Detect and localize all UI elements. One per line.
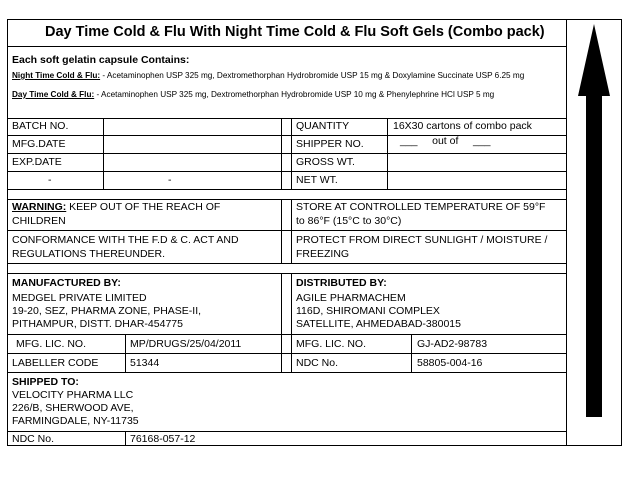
quantity-label: QUANTITY (296, 120, 350, 132)
storage-line1: STORE AT CONTROLLED TEMPERATURE OF 59°F (296, 201, 546, 213)
grid-line (7, 189, 566, 190)
grid-line (291, 118, 292, 189)
shipped-to-heading: SHIPPED TO: (12, 376, 79, 388)
night-time-text: - Acetaminophen USP 325 mg, Dextromethorphan Hydrobromide USP 15 mg & Doxylamine Succinate USP 6.25 mg (102, 71, 525, 80)
shipped-ndc-label: NDC No. (12, 433, 55, 445)
grid-line (125, 334, 126, 372)
shipped-to-name: VELOCITY PHARMA LLC (12, 389, 134, 401)
dist-lic-label: MFG. LIC. NO. (296, 338, 367, 350)
dist-ndc-label: NDC No. (296, 357, 339, 369)
blank-dash: - (168, 174, 172, 186)
shipped-to-address2: FARMINGDALE, NY-11735 (12, 415, 139, 427)
grid-line (281, 273, 282, 372)
grid-line (103, 118, 104, 189)
distributor-address1: 116D, SHIROMANI COMPLEX (296, 305, 440, 317)
manufacturer-name: MEDGEL PRIVATE LIMITED (12, 292, 147, 304)
labeller-code-label: LABELLER CODE (12, 357, 99, 369)
grid-line (7, 230, 566, 231)
shipped-to-address1: 226/B, SHERWOOD AVE, (12, 402, 134, 414)
conformance-line1: CONFORMANCE WITH THE F.D & C. ACT AND (12, 234, 239, 246)
protect-line2: FREEZING (296, 248, 350, 260)
product-title: Day Time Cold & Flu With Night Time Cold & Flu Soft Gels (Combo pack) (45, 24, 545, 40)
grid-line (7, 372, 566, 373)
blank-dash: - (48, 174, 52, 186)
grid-line (291, 199, 292, 263)
grid-line (7, 199, 566, 200)
grid-line (7, 273, 566, 274)
title-divider (7, 46, 566, 47)
gross-wt-label: GROSS WT. (296, 156, 355, 168)
net-wt-label: NET WT. (296, 174, 338, 186)
up-arrow-icon (578, 24, 610, 417)
grid-line (7, 263, 566, 264)
shipper-blank: ___ (473, 135, 491, 147)
distributor-heading: DISTRIBUTED BY: (296, 277, 387, 289)
label-border (7, 19, 622, 446)
warning-line1: KEEP OUT OF THE REACH OF (66, 201, 221, 213)
grid-line (291, 273, 292, 372)
warning-text (12, 201, 220, 214)
quantity-value: 16X30 cartons of combo pack (393, 120, 532, 132)
night-time-ingredients (12, 69, 524, 82)
mfg-lic-value: MP/DRUGS/25/04/2011 (130, 338, 242, 350)
grid-line (411, 334, 412, 372)
up-arrow-shape (578, 24, 610, 417)
grid-line (7, 431, 566, 432)
storage-line2: to 86°F (15°C to 30°C) (296, 215, 402, 227)
manufacturer-address1: 19-20, SEZ, PHARMA ZONE, PHASE-II, (12, 305, 202, 317)
manufacturer-heading: MANUFACTURED BY: (12, 277, 121, 289)
grid-line (125, 431, 126, 446)
warning-label: WARNING: (12, 201, 67, 213)
grid-line (281, 199, 282, 263)
shipped-ndc-value: 76168-057-12 (130, 433, 196, 445)
arrow-column-divider (566, 19, 567, 446)
conformance-line2: REGULATIONS THEREUNDER. (12, 248, 166, 260)
grid-line (387, 118, 388, 189)
dist-ndc-value: 58805-004-16 (417, 357, 483, 369)
day-time-ingredients (12, 88, 494, 101)
night-time-label: Night Time Cold & Flu: (12, 71, 101, 80)
distributor-name: AGILE PHARMACHEM (296, 292, 406, 304)
shipper-no-label: SHIPPER NO. (296, 138, 364, 150)
exp-date-label: EXP.DATE (12, 156, 62, 168)
dist-lic-value: GJ-AD2-98783 (417, 338, 488, 350)
grid-line (7, 118, 566, 119)
contents-heading: Each soft gelatin capsule Contains: (12, 54, 190, 66)
grid-line (7, 334, 566, 335)
mfg-date-label: MFG.DATE (12, 138, 66, 150)
warning-line2: CHILDREN (12, 215, 66, 227)
grid-line (281, 118, 282, 189)
grid-line (7, 353, 566, 354)
shipper-out-of: out of (432, 135, 459, 147)
manufacturer-address2: PITHAMPUR, DISTT. DHAR-454775 (12, 318, 183, 330)
labeller-code-value: 51344 (130, 357, 160, 369)
grid-line (7, 171, 566, 172)
day-time-text: - Acetaminophen USP 325 mg, Dextromethorphan Hydrobromide USP 10 mg & Phenylephrine HCl USP 5 mg (96, 90, 495, 99)
shipper-no-value (400, 135, 491, 148)
grid-line (7, 153, 566, 154)
shipper-blank: ___ (400, 135, 418, 147)
distributor-address2: SATELLITE, AHMEDABAD-380015 (296, 318, 461, 330)
mfg-lic-label: MFG. LIC. NO. (16, 338, 87, 350)
batch-no-label: BATCH NO. (12, 120, 69, 132)
protect-line1: PROTECT FROM DIRECT SUNLIGHT / MOISTURE / (296, 234, 548, 246)
day-time-label: Day Time Cold & Flu: (12, 90, 95, 99)
